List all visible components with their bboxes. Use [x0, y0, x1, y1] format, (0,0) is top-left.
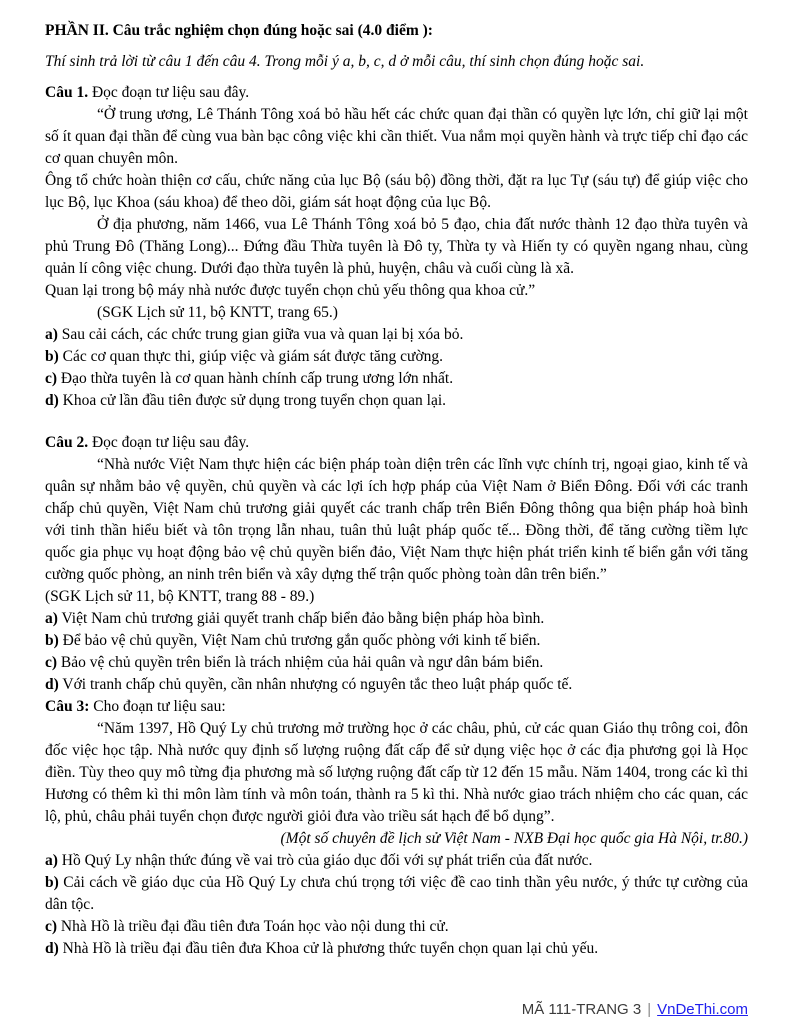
question-label: Câu 3: [45, 698, 90, 715]
option-row [45, 324, 748, 346]
option-text: Việt Nam chủ trương giải quyết tranh chấp biển đảo bằng biện pháp hòa bình. [61, 610, 545, 627]
citation: (SGK Lịch sử 11, bộ KNTT, trang 88 - 89.) [45, 588, 315, 605]
question-prompt: Đọc đoạn tư liệu sau đây. [91, 434, 250, 451]
option-row [45, 938, 748, 960]
passage-paragraph: Ông tổ chức hoàn thiện cơ cấu, chức năng của lục Bộ (sáu bộ) đồng thời, đặt ra lục Tự (sáu tự) để giúp việc cho lục Bộ, lục Khoa (sáu khoa) để theo dõi, giám sát hoạt động của lục Bộ. [45, 172, 748, 211]
option-label: a) [45, 852, 58, 869]
page-code: MÃ 111-TRANG 3 [521, 1001, 642, 1018]
option-row [45, 390, 748, 412]
option-label: b) [45, 632, 59, 649]
option-label: c) [45, 918, 58, 935]
option-row [45, 630, 748, 652]
footer-separator: | [647, 1001, 652, 1018]
option-label: d) [45, 676, 59, 693]
citation: (Một số chuyên đề lịch sử Việt Nam - NXB Đại học quốc gia Hà Nội, tr.80.) [280, 830, 748, 847]
citation: (SGK Lịch sử 11, bộ KNTT, trang 65.) [97, 304, 338, 321]
option-text: Khoa cử lần đầu tiên được sử dụng trong tuyển chọn quan lại. [62, 392, 447, 409]
option-text: Nhà Hồ là triều đại đầu tiên đưa Toán học vào nội dung thi cử. [60, 918, 449, 935]
option-label: a) [45, 610, 58, 627]
option-row [45, 346, 748, 368]
option-label: d) [45, 392, 59, 409]
option-text: Với tranh chấp chủ quyền, cần nhân nhượng có nguyên tắc theo luật pháp quốc tế. [62, 676, 573, 693]
option-label: c) [45, 370, 58, 387]
passage-paragraph: “Năm 1397, Hồ Quý Ly chủ trương mở trường học ở các châu, phủ, cử các quan Giáo thụ trông coi, đôn đốc việc học tập. Nhà nước quy định số lượng ruộng đất cấp để sử dụng việc học ở các địa phương gọi là Học điền. Tùy theo quy mô từng địa phương mà số lượng ruộng đất cấp từ 12 đến 15 mẫu. Năm 1404, trong các kì thi Hương có thêm kì thi môn làm tính và môn toán, thành ra 5 kì thi. Nhà nước giao trách nhiệm cho các quan, các lộ, phủ, châu phải tuyển chọn được người giỏi đưa vào triều sát hạch để bổ dụng”. [45, 720, 748, 825]
passage-paragraph: “Ở trung ương, Lê Thánh Tông xoá bỏ hầu hết các chức quan đại thần có quyền lực lớn, chỉ giữ lại một số ít quan đại thần để cùng vua bàn bạc công việc khi cần thiết. Vua nắm mọi quyền hành và trực tiếp chỉ đạo các cơ quan chuyên môn. [45, 106, 748, 167]
option-text: Nhà Hồ là triều đại đầu tiên đưa Khoa cử là phương thức tuyển chọn quan lại chủ yếu. [62, 940, 599, 957]
option-text: Bảo vệ chủ quyền trên biển là trách nhiệm của hải quân và ngư dân bám biển. [60, 654, 544, 671]
question-label: Câu 1. [45, 84, 89, 101]
option-row [45, 608, 748, 630]
option-label: d) [45, 940, 59, 957]
option-row [45, 674, 748, 696]
option-row [45, 850, 748, 872]
section-title: PHẦN II. Câu trắc nghiệm chọn đúng hoặc sai (4.0 điểm ): [45, 22, 433, 39]
option-label: b) [45, 348, 59, 365]
question-1 [45, 82, 748, 412]
passage-paragraph: Quan lại trong bộ máy nhà nước được tuyển chọn chủ yếu thông qua khoa cử.” [45, 282, 536, 299]
page-footer [522, 999, 748, 1021]
option-text: Sau cải cách, các chức trung gian giữa vua và quan lại bị xóa bỏ. [61, 326, 464, 343]
option-text: Các cơ quan thực thi, giúp việc và giám sát được tăng cường. [62, 348, 444, 365]
question-heading [45, 696, 748, 718]
question-label: Câu 2. [45, 434, 89, 451]
question-prompt: Đọc đoạn tư liệu sau đây. [91, 84, 250, 101]
question-heading [45, 432, 748, 454]
passage-paragraph: Ở địa phương, năm 1466, vua Lê Thánh Tông xoá bỏ 5 đạo, chia đất nước thành 12 đạo thừa tuyên và phủ Trung Đô (Thăng Long)... Đứng đầu Thừa tuyên là Đô ty, Thừa ty và Hiến ty có quyền ngang nhau, cùng quản lí công việc chung. Dưới đạo thừa tuyên là phủ, huyện, châu và cuối cùng là xã. [45, 216, 748, 277]
question-prompt: Cho đoạn tư liệu sau: [93, 698, 226, 715]
option-label: c) [45, 654, 58, 671]
passage-paragraph: “Nhà nước Việt Nam thực hiện các biện pháp toàn diện trên các lĩnh vực chính trị, ngoại giao, kinh tế và quân sự nhằm bảo vệ quyền, chủ quyền và các lợi ích hợp pháp của Việt Nam ở Biển Đông. Đối với các tranh chấp chủ quyền, Việt Nam chủ trương giải quyết các tranh chấp trên Biển Đông thông qua biện pháp hoà bình với tinh thần hiểu biết và tôn trọng lẫn nhau, tuân thủ luật pháp quốc tế... Đồng thời, để tăng cường tiềm lực quốc gia phục vụ hoạt động bảo vệ chủ quyền biển đảo, Việt Nam thực hiện phát triển kinh tế biển gắn với tăng cường quốc phòng, an ninh trên biển và xây dựng thế trận quốc phòng toàn dân trên biển.” [45, 456, 748, 583]
option-text: Để bảo vệ chủ quyền, Việt Nam chủ trương gắn quốc phòng với kinh tế biển. [62, 632, 541, 649]
option-row [45, 368, 748, 390]
option-text: Hồ Quý Ly nhận thức đúng về vai trò của giáo dục đối với sự phát triển của đất nước. [61, 852, 593, 869]
question-2 [45, 432, 748, 696]
option-text: Cải cách về giáo dục của Hồ Quý Ly chưa chú trọng tới việc đề cao tinh thần yêu nước, ý thức tự cường của dân tộc. [45, 874, 749, 913]
question-3 [45, 696, 748, 960]
option-label: a) [45, 326, 58, 343]
option-row [45, 916, 748, 938]
option-label: b) [45, 874, 59, 891]
instruction-text: Thí sinh trả lời từ câu 1 đến câu 4. Trong mỗi ý a, b, c, d ở mỗi câu, thí sinh chọn đúng hoặc sai. [45, 53, 645, 70]
option-row [45, 652, 748, 674]
footer-link[interactable]: VnDeThi.com [657, 1001, 748, 1018]
option-row [45, 872, 748, 916]
question-heading [45, 82, 748, 104]
option-text: Đạo thừa tuyên là cơ quan hành chính cấp trung ương lớn nhất. [60, 370, 454, 387]
